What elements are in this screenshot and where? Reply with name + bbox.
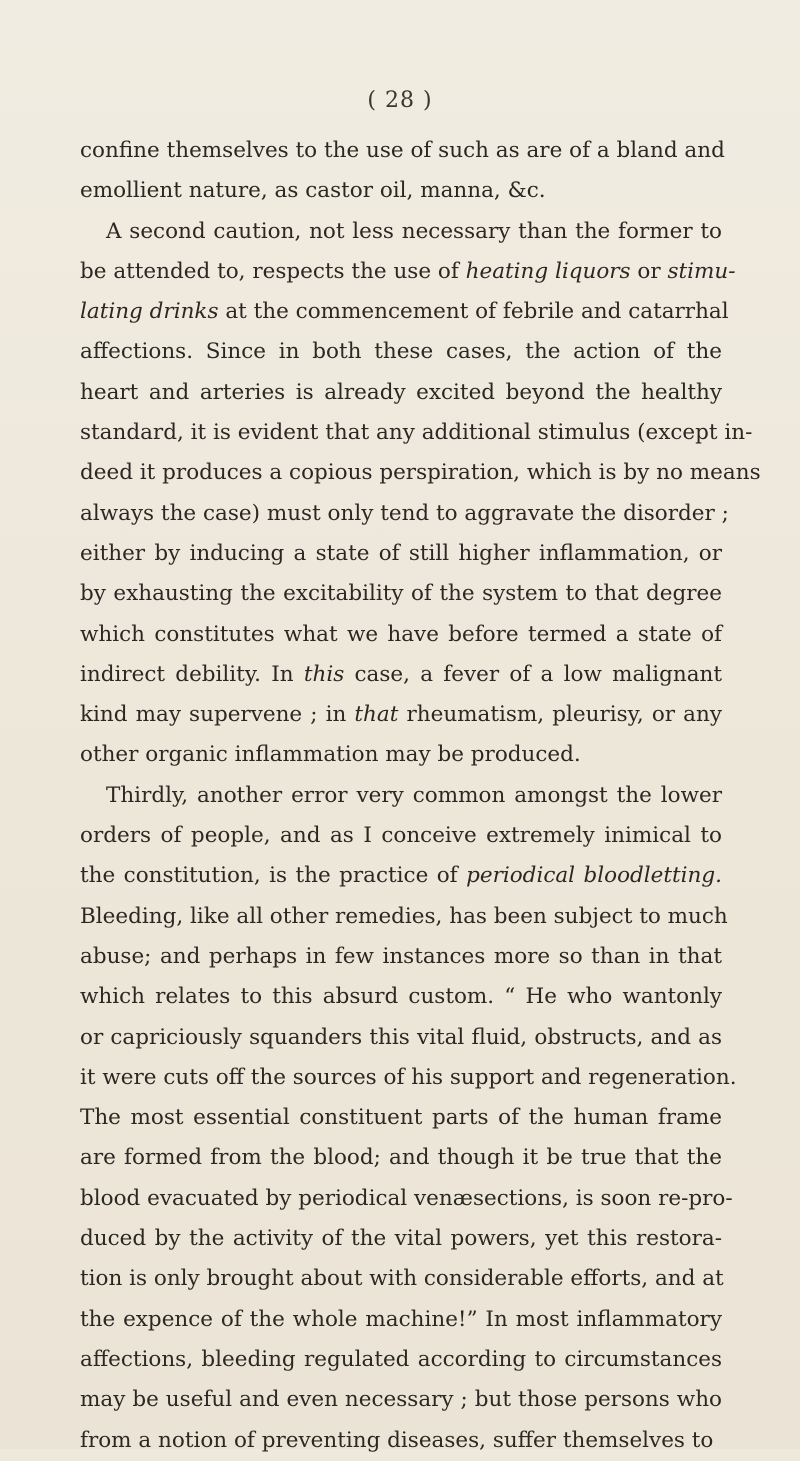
text-segment: case, a fever of a low malignant	[344, 661, 722, 687]
text-segment: blood evacuated by periodical venæsections, is soon re-pro-	[80, 1185, 733, 1211]
text-line	[80, 1098, 722, 1138]
text-segment: the expence of the whole machine!” In most inflammatory	[80, 1306, 722, 1332]
text-segment: may be useful and even necessary ; but those persons who	[80, 1387, 722, 1413]
text-line	[80, 1259, 722, 1299]
text-segment: confine themselves to the use of such as are of a bland and	[80, 138, 725, 163]
text-segment: either by inducing a state of still higher inflammation, or	[80, 540, 722, 566]
text-line	[80, 1219, 722, 1259]
text-line	[80, 655, 722, 695]
text-line	[80, 937, 722, 977]
text-line	[80, 1058, 737, 1098]
text-segment: The most essential constituent parts of the human frame	[80, 1105, 722, 1131]
text-segment: heart and arteries is already excited beyond the healthy	[80, 379, 722, 405]
text-segment: which constitutes what we have before termed a state of	[80, 621, 722, 647]
text-line	[80, 413, 753, 453]
text-segment: deed it produces a copious perspiration, which is by no means	[80, 460, 761, 486]
text-line	[80, 1421, 722, 1461]
text-line	[80, 1018, 722, 1058]
text-line	[80, 534, 722, 574]
text-segment: by exhausting the excitability of the system to that degree	[80, 581, 722, 607]
italic-text-segment: periodical bloodletting.	[466, 863, 722, 889]
text-segment: rheumatism, pleurisy, or any	[398, 702, 722, 728]
text-segment: from a notion of preventing diseases, suffer themselves to	[80, 1427, 714, 1453]
text-line	[80, 1340, 722, 1380]
text-line	[80, 977, 722, 1017]
text-line	[80, 1380, 722, 1420]
text-segment: Bleeding, like all other remedies, has been subject to much	[80, 903, 728, 929]
text-segment: standard, it is evident that any additional stimulus (except in-	[80, 420, 753, 446]
text-line	[80, 332, 722, 372]
italic-text-segment: stimu-	[667, 258, 736, 284]
italic-text-segment: lating drinks	[80, 299, 219, 325]
text-segment: other organic inflammation may be produced.	[80, 742, 581, 768]
text-segment: indirect debility. In	[80, 661, 304, 687]
text-segment: are formed from the blood; and though it be true that the	[80, 1145, 722, 1171]
text-line	[80, 816, 722, 856]
text-segment: orders of people, and as I conceive extremely inimical to	[80, 823, 722, 849]
text-line	[80, 292, 729, 332]
text-segment: or	[630, 258, 668, 284]
text-line	[80, 453, 761, 493]
text-segment: affections, bleeding regulated according to circumstances	[80, 1346, 722, 1372]
text-line	[80, 897, 728, 937]
text-segment: be attended to, respects the use of	[80, 258, 466, 284]
text-line	[80, 1179, 733, 1219]
text-line	[80, 735, 722, 775]
text-segment: kind may supervene ; in	[80, 702, 355, 728]
text-segment: which relates to this absurd custom. “ He who wantonly	[80, 984, 722, 1010]
italic-text-segment: this	[303, 661, 345, 687]
page-number: ( 28 )	[367, 88, 433, 113]
text-line	[80, 1138, 722, 1178]
text-segment: the constitution, is the practice of	[80, 863, 467, 889]
text-segment: always the case) must only tend to aggravate the disorder ;	[80, 500, 729, 526]
text-segment: it were cuts off the sources of his support and regeneration.	[80, 1064, 737, 1090]
text-line	[80, 373, 722, 413]
text-segment: emollient nature, as castor oil, manna, &c.	[80, 178, 546, 204]
text-segment: duced by the activity of the vital powers, yet this restora-	[80, 1226, 722, 1252]
text-segment: tion is only brought about with considerable efforts, and at	[80, 1266, 724, 1292]
text-line	[80, 776, 722, 816]
text-line	[80, 252, 736, 292]
text-line	[80, 574, 722, 614]
text-segment: Thirdly, another error very common amongst the lower	[106, 782, 722, 808]
italic-text-segment: heating liquors	[465, 258, 631, 284]
text-line	[80, 856, 722, 896]
text-line	[80, 695, 722, 735]
text-line	[80, 131, 725, 171]
text-segment: or capriciously squanders this vital fluid, obstructs, and as	[80, 1024, 722, 1050]
text-segment: A second caution, not less necessary than the former to	[106, 218, 722, 244]
body-text	[80, 131, 761, 1461]
italic-text-segment: that	[354, 702, 399, 728]
text-line	[80, 212, 722, 252]
text-line	[80, 494, 729, 534]
text-segment: abuse; and perhaps in few instances more so than in that	[80, 943, 722, 969]
text-segment: at the commencement of febrile and catarrhal	[218, 299, 729, 325]
text-line	[80, 1300, 722, 1340]
text-line	[80, 171, 722, 211]
text-line	[80, 615, 722, 655]
text-segment: affections. Since in both these cases, the action of the	[80, 339, 722, 365]
